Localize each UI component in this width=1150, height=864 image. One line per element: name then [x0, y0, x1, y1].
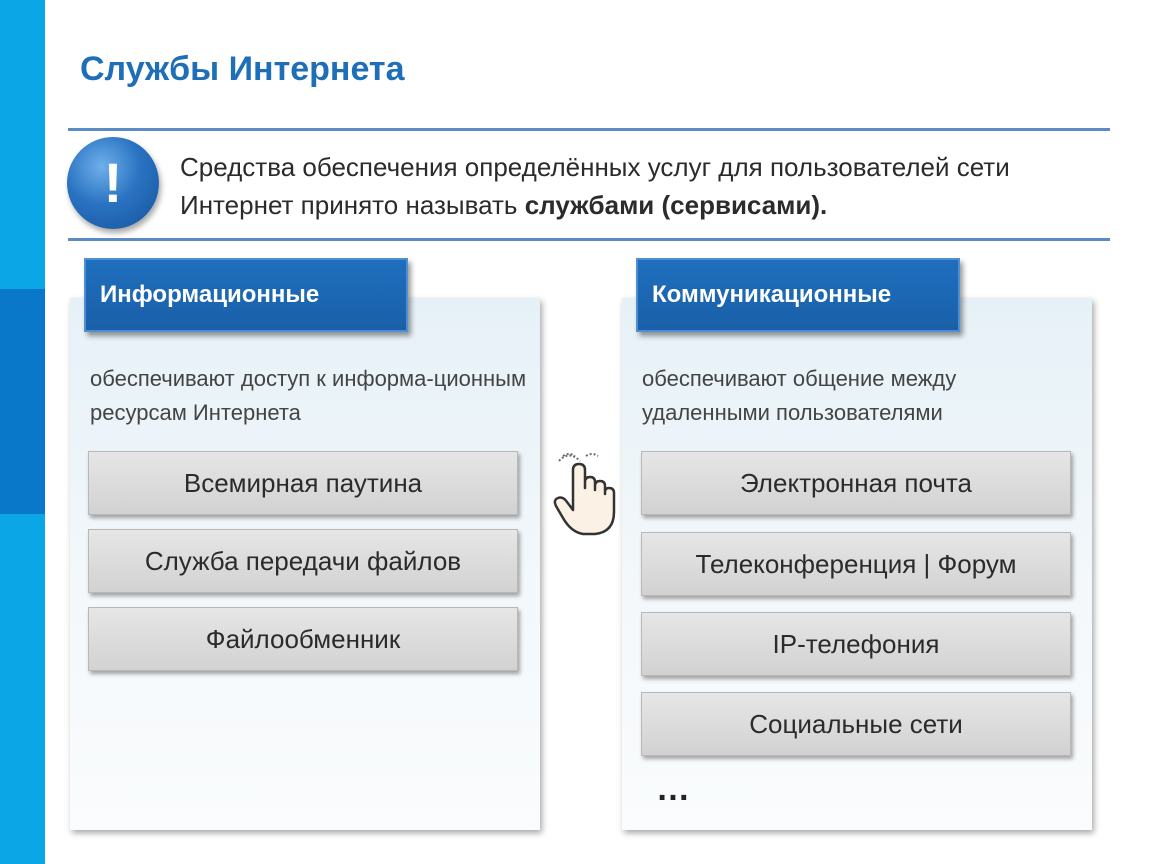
communication-item-ip-telephony: IP-телефония — [641, 612, 1071, 676]
bottom-divider — [68, 238, 1110, 241]
top-divider — [68, 128, 1110, 131]
more-ellipsis: … — [656, 770, 692, 808]
communication-description: обеспечивают общение между удаленными пользователями — [642, 366, 957, 425]
informational-item-file-sharing: Файлообменник — [88, 607, 518, 671]
intro-text-bold: службами (сервисами). — [524, 190, 828, 220]
communication-item-social-networks: Социальные сети — [641, 692, 1071, 756]
page-title: Службы Интернета — [80, 50, 405, 88]
side-bar-accent — [0, 289, 45, 514]
intro-text-regular: Средства обеспечения определённых услуг для пользователей сети Интернет принято называть — [180, 152, 1010, 220]
informational-heading: Информационные — [84, 258, 408, 332]
exclamation-symbol: ! — [103, 151, 123, 214]
informational-description: обеспечивают доступ к информа-ционным ресурсам Интернета — [90, 366, 527, 425]
intro-text — [180, 148, 1110, 224]
communication-item-email: Электронная почта — [641, 451, 1071, 515]
pointing-hand-icon[interactable] — [553, 452, 617, 538]
exclamation-icon — [67, 137, 159, 229]
communication-item-forum: Телеконференция | Форум — [641, 532, 1071, 596]
informational-item-ftp: Служба передачи файлов — [88, 529, 518, 593]
informational-item-www: Всемирная паутина — [88, 451, 518, 515]
communication-heading: Коммуникационные — [636, 258, 960, 332]
